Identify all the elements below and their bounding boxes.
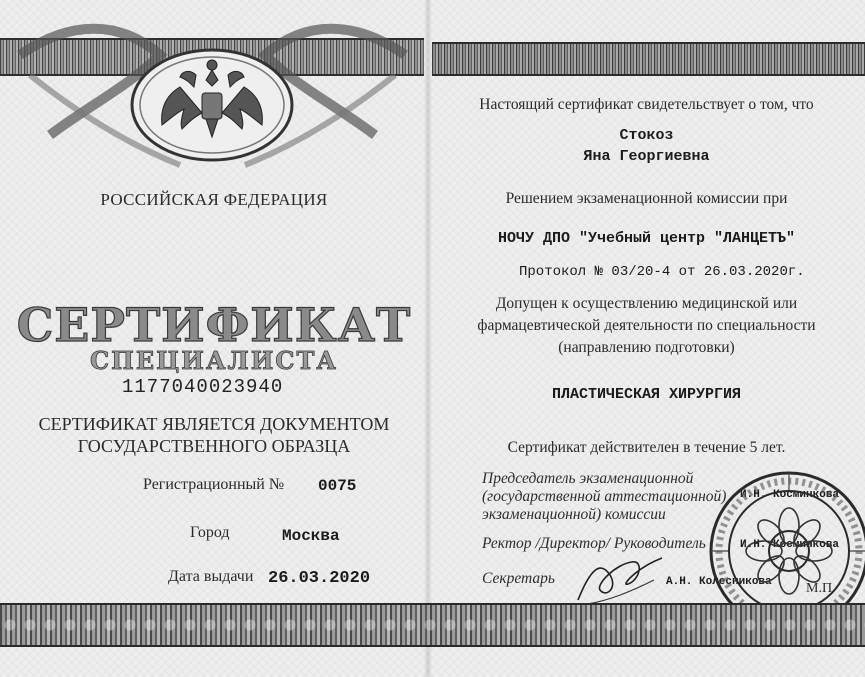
rector-name: И.Н. Косминкова (740, 539, 840, 551)
holder-surname: Стокоз (619, 127, 674, 144)
chair-label-line2: (государственной аттестационной) (482, 488, 727, 505)
chair-label-line1: Председатель экзаменационной (482, 470, 694, 487)
signature (570, 540, 670, 610)
certificate-subtitle: СПЕЦИАЛИСТА (90, 346, 338, 375)
country-name: РОССИЙСКАЯ ФЕДЕРАЦИЯ (100, 190, 328, 209)
intro-text: Настоящий сертификат свидетельствует о том, что (479, 96, 814, 113)
issue-date-value: 26.03.2020 (268, 569, 371, 588)
organization-name: НОЧУ ДПО "Учебный центр "ЛАНЦЕТЪ" (497, 230, 796, 247)
issue-date-label: Дата выдачи (168, 568, 254, 585)
specialty-name: ПЛАСТИЧЕСКАЯ ХИРУРГИЯ (551, 386, 742, 403)
admission-line3: (направлению подготовки) (558, 339, 735, 356)
seal-label: М.П. (806, 581, 836, 596)
admission-line1: Допущен к осуществлению медицинской или (495, 295, 798, 312)
registration-value: 0075 (318, 477, 357, 495)
bottom-ornament (0, 603, 865, 647)
page-fold (424, 0, 432, 677)
admission-line2: фармацевтической деятельности по специальности (477, 317, 816, 334)
certificate-title: СЕРТИФИКАТ (16, 298, 412, 352)
rector-label: Ректор /Директор/ Руководитель (482, 535, 706, 552)
city-value: Москва (282, 527, 340, 545)
chair-name: И.Н. Косминкова (740, 489, 840, 501)
top-ornament-right (432, 42, 865, 76)
state-emblem (10, 15, 415, 190)
secretary-label: Секретарь (482, 570, 555, 587)
document-status-line2: ГОСУДАРСТВЕННОГО ОБРАЗЦА (77, 436, 351, 456)
registration-label: Регистрационный № (143, 476, 285, 493)
secretary-name: А.Н. Колесникова (666, 576, 772, 588)
validity-text: Сертификат действителен в течение 5 лет. (507, 439, 786, 456)
holder-given-names: Яна Георгиевна (583, 148, 710, 165)
certificate-number: 1177040023940 (122, 376, 284, 398)
protocol-text: Протокол № 03/20-4 от 26.03.2020г. (519, 264, 805, 280)
chair-label-line3: экзаменационной) комиссии (482, 506, 666, 523)
document-status-line1: СЕРТИФИКАТ ЯВЛЯЕТСЯ ДОКУМЕНТОМ (38, 414, 390, 434)
decision-text: Решением экзаменационной комиссии при (505, 190, 788, 207)
city-label: Город (190, 524, 230, 541)
